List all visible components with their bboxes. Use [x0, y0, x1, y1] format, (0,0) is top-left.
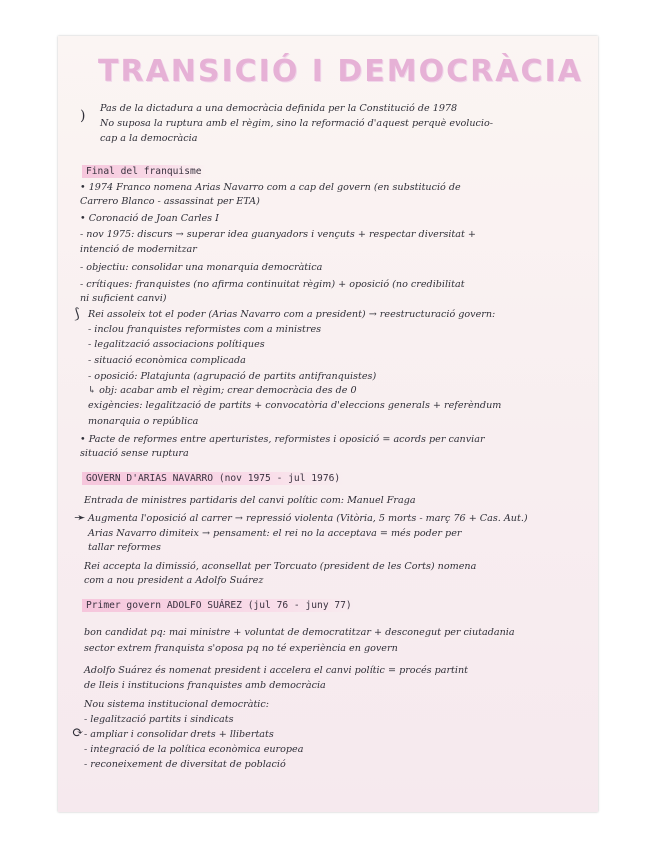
section2-line-3: Arias Navarro dimiteix → pensament: el rei no la acceptava = més poder per: [88, 528, 462, 539]
section1-line-7: - crítiques: franquistes (no afirma continuitat règim) + oposició (no credibilitat: [80, 279, 465, 290]
section-heading-govern-arias-navarro: GOVERN D'ARIAS NAVARRO (nov 1975 - jul 1976): [82, 472, 344, 485]
section1-line-18: situació sense ruptura: [80, 448, 189, 459]
section1-line-3: • Coronació de Joan Carles I: [80, 213, 219, 224]
section3-circle-mark: ⟳: [72, 725, 84, 741]
section3-line-2: sector extrem franquista s'oposa pq no té experiència en govern: [84, 643, 398, 654]
section1-line-12: - situació econòmica complicada: [88, 355, 246, 366]
section1-line-11: - legalització associacions polítiques: [88, 339, 265, 350]
section3-line-3: Adolfo Suárez és nomenat president i accelera el canvi polític = procés partint: [84, 665, 468, 676]
section1-line-9: Rei assoleix tot el poder (Arias Navarro com a president) → reestructuració govern:: [88, 309, 496, 320]
section1-line-17: • Pacte de reformes entre aperturistes, reformistes i oposició = acords per canviar: [80, 434, 485, 445]
section1-line-2: Carrero Blanco - assassinat per ETA): [80, 196, 260, 207]
section3-line-9: - reconeixement de diversitat de població: [84, 759, 286, 770]
section-heading-primer-govern-suarez: Primer govern ADOLFO SUÁREZ (jul 76 - juny 77): [82, 599, 356, 612]
section1-line-15: exigències: legalització de partits + convocatòria d'eleccions generals + referèndum: [88, 400, 502, 411]
section1-line-5: intenció de modernitzar: [80, 244, 197, 255]
section1-line-6: - objectiu: consolidar una monarquia democràtica: [80, 262, 323, 273]
intro-line-3: cap a la democràcia: [100, 133, 198, 144]
section3-line-7: - ampliar i consolidar drets + llibertats: [84, 729, 274, 740]
section1-line-14: ↳ obj: acabar amb el règim; crear democràcia des de 0: [88, 385, 357, 396]
section2-line-2: Augmenta l'oposició al carrer → repressió violenta (Vitòria, 5 morts - març 76 + Cas. Aut.): [88, 513, 528, 524]
section-heading-final-franquisme: Final del franquisme: [82, 165, 206, 178]
section3-line-1: bon candidat pq: mai ministre + voluntat de democratitzar + desconegut per ciutadania: [84, 627, 515, 638]
section2-line-6: com a nou president a Adolfo Suárez: [84, 575, 264, 586]
section3-line-6: - legalització partits i sindicats: [84, 714, 234, 725]
notebook-page: [58, 36, 598, 812]
section1-bracket-mark: ⟆: [74, 306, 80, 322]
section3-line-5: Nou sistema institucional democràtic:: [84, 699, 269, 710]
section1-line-13: - oposició: Platajunta (agrupació de partits antifranquistes): [88, 371, 377, 382]
section2-line-1: Entrada de ministres partidaris del canvi polític com: Manuel Fraga: [84, 495, 416, 506]
page-title: TRANSICIÓ I DEMOCRÀCIA: [98, 54, 583, 89]
intro-line-2: No suposa la ruptura amb el règim, sino la reformació d'aquest perquè evolucio-: [100, 118, 493, 129]
section3-line-8: - integració de la política econòmica europea: [84, 744, 304, 755]
intro-line-1: Pas de la dictadura a una democràcia definida per la Constitució de 1978: [100, 103, 458, 114]
section2-arrow-mark: ➛: [74, 510, 86, 526]
intro-bracket-mark: ): [80, 108, 86, 124]
section1-line-16: monarquia o república: [88, 416, 199, 427]
section1-line-8: ni suficient canvi): [80, 293, 167, 304]
section2-line-4: tallar reformes: [88, 542, 161, 553]
section2-line-5: Rei accepta la dimissió, aconsellat per Torcuato (president de les Corts) nomena: [84, 561, 477, 572]
section1-line-1: • 1974 Franco nomena Arias Navarro com a cap del govern (en substitució de: [80, 182, 461, 193]
section3-line-4: de lleis i institucions franquistes amb democràcia: [84, 680, 326, 691]
section1-line-10: - inclou franquistes reformistes com a ministres: [88, 324, 322, 335]
section1-line-4: - nov 1975: discurs → superar idea guanyadors i vençuts + respectar diversitat +: [80, 229, 476, 240]
